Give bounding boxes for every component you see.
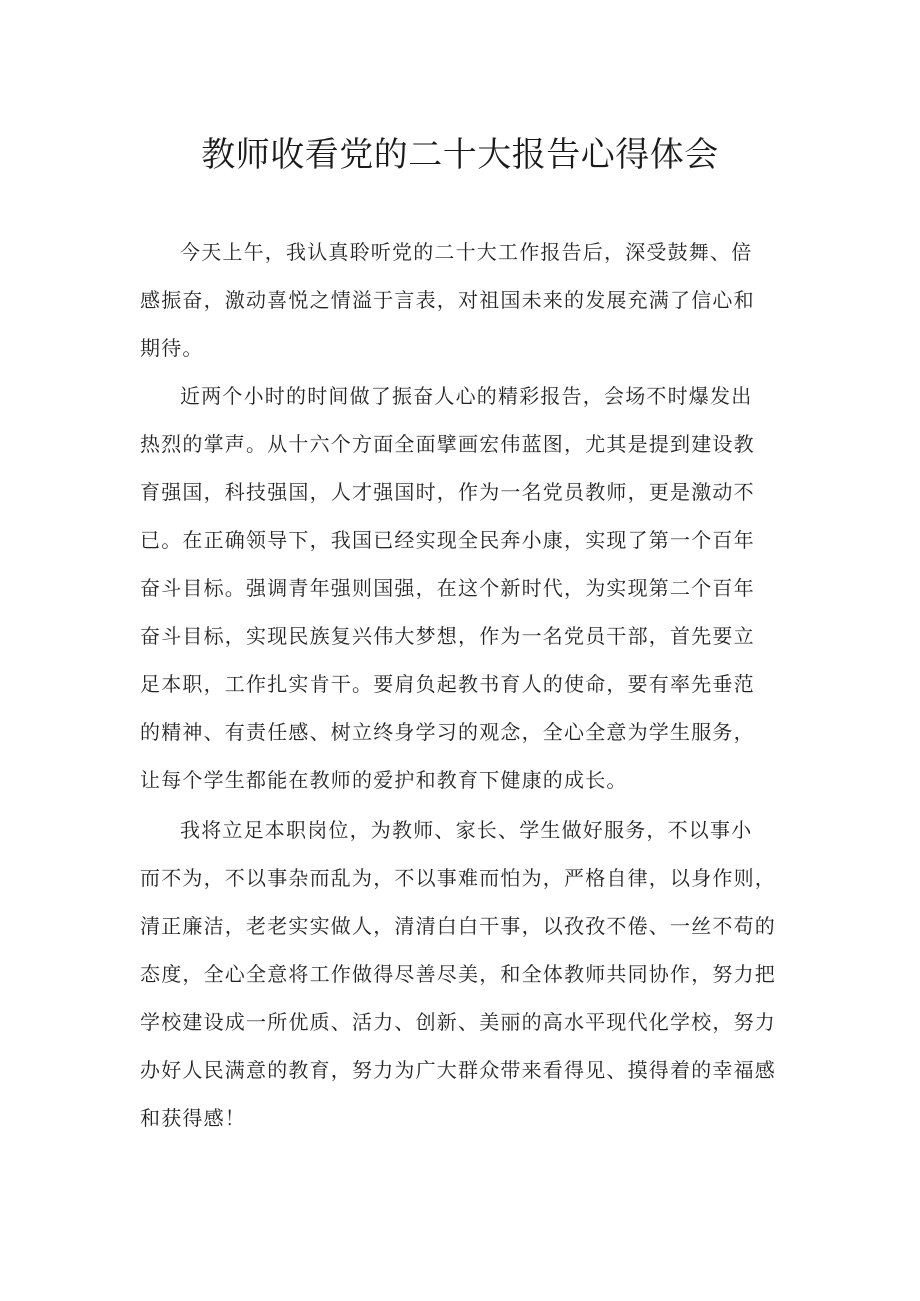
paragraph-line: 期待。: [140, 336, 204, 360]
paragraph-line: 清正廉洁，老老实实做人，清清白白干事，以孜孜不倦、一丝不苟的: [140, 914, 776, 938]
paragraph-1: [140, 228, 794, 372]
paragraph-line: 奋斗目标，实现民族复兴伟大梦想，作为一名党员干部，首先要立: [140, 624, 755, 648]
paragraph-line: 感振奋，激动喜悦之情溢于言表，对祖国未来的发展充满了信心和: [140, 288, 755, 312]
paragraph-line: 今天上午，我认真聆听党的二十大工作报告后，深受鼓舞、倍: [180, 240, 753, 264]
paragraph-line: 办好人民满意的教育，努力为广大群众带来看得见、摸得着的幸福感: [140, 1058, 776, 1082]
paragraph-line: 近两个小时的时间做了振奋人心的精彩报告，会场不时爆发出: [180, 384, 753, 408]
paragraph-3: [140, 806, 794, 1142]
paragraph-line: 足本职，工作扎实肯干。要肩负起教书育人的使命，要有率先垂范: [140, 672, 755, 696]
paragraph-line: 奋斗目标。强调青年强则国强，在这个新时代，为实现第二个百年: [140, 576, 755, 600]
paragraph-2: [140, 372, 794, 804]
paragraph-line: 学校建设成一所优质、活力、创新、美丽的高水平现代化学校，努力: [140, 1010, 776, 1034]
paragraph-line: 的精神、有责任感、树立终身学习的观念，全心全意为学生服务，: [140, 720, 755, 744]
paragraph-line: 和获得感！: [140, 1106, 246, 1130]
paragraph-line: 态度，全心全意将工作做得尽善尽美，和全体教师共同协作，努力把: [140, 962, 776, 986]
paragraph-line: 让每个学生都能在教师的爱护和教育下健康的成长。: [140, 768, 628, 792]
paragraph-line: 而不为，不以事杂而乱为，不以事难而怕为，严格自律，以身作则，: [140, 866, 776, 890]
paragraph-line: 已。在正确领导下，我国已经实现全民奔小康，实现了第一个百年: [140, 528, 755, 552]
paragraph-line: 热烈的掌声。从十六个方面全面擘画宏伟蓝图，尤其是提到建设教: [140, 432, 755, 456]
paragraph-line: 我将立足本职岗位，为教师、家长、学生做好服务，不以事小: [180, 818, 753, 842]
paragraph-line: 育强国，科技强国，人才强国时，作为一名党员教师，更是激动不: [140, 480, 755, 504]
document-title: 教师收看党的二十大报告心得体会: [201, 135, 719, 175]
